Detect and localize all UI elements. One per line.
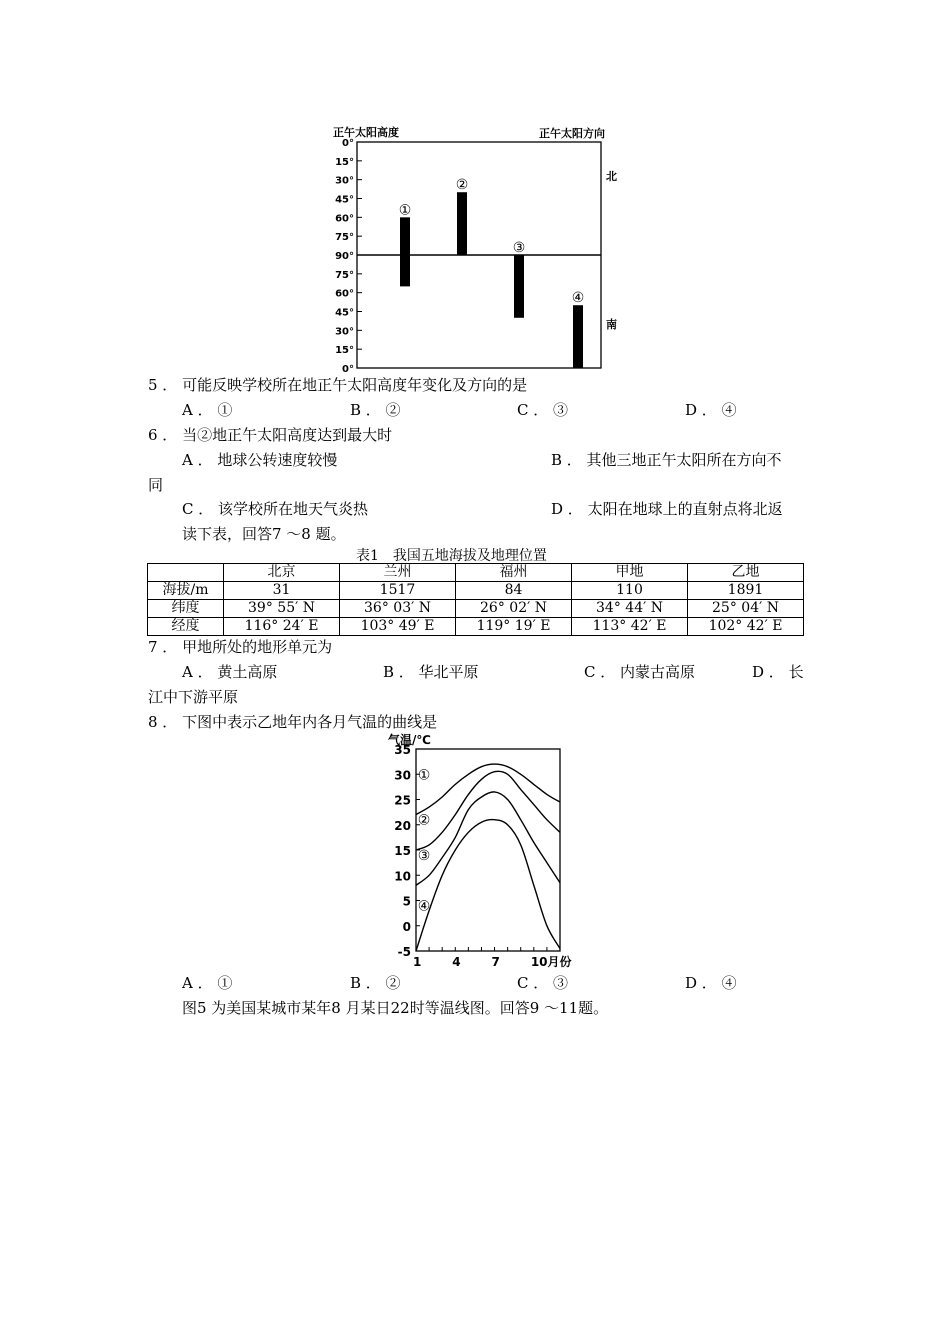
- temp-series-label: ③: [417, 848, 431, 865]
- temp-series-line: [416, 820, 560, 951]
- chart1-tick-label: 15°: [335, 345, 354, 357]
- chart1-tick-label: 45°: [335, 307, 354, 319]
- sun-altitude-chart: [320, 130, 620, 375]
- question-8-stem: 8 ． 下图中表示乙地年内各月气温的曲线是: [148, 713, 438, 731]
- chart1-bar-label: ④: [571, 290, 585, 307]
- table-cell: 119° 19′ E: [456, 618, 572, 636]
- question-6-stem: 6 ． 当②地正午太阳高度达到最大时: [148, 426, 393, 444]
- q5-option-c[interactable]: C ． ③: [517, 401, 569, 419]
- q7-option-d-continued: 江中下游平原: [148, 688, 239, 706]
- geo-table: [147, 563, 804, 636]
- table-cell: 海拔/m: [148, 582, 224, 600]
- chart1-tick-label: 0°: [342, 138, 354, 149]
- chart1-bar-label: ②: [455, 177, 469, 194]
- q6-option-c[interactable]: C ． 该学校所在地天气炎热: [182, 500, 369, 518]
- table-header-cell: 兰州: [340, 564, 456, 582]
- temp-series-label: ①: [417, 767, 431, 784]
- table-cell: 1517: [340, 582, 456, 600]
- table-row: [148, 618, 804, 636]
- temp-y-tick-label: 5: [402, 894, 411, 909]
- temp-x-tick-label: 7: [491, 955, 500, 969]
- table-cell: 116° 24′ E: [224, 618, 340, 636]
- q7-option-c[interactable]: C ． 内蒙古高原: [584, 663, 696, 681]
- chart1-tick-label: 60°: [335, 288, 354, 300]
- q6-option-a[interactable]: A ． 地球公转速度较慢: [182, 451, 338, 469]
- q6-option-b[interactable]: B ． 其他三地正午太阳所在方向不: [551, 451, 782, 469]
- chart1-north-label: 北: [606, 169, 617, 183]
- q7-option-b[interactable]: B ． 华北平原: [383, 663, 479, 681]
- table-cell: 103° 49′ E: [340, 618, 456, 636]
- intro-7-8: 读下表，回答7 ～8 题。: [182, 525, 346, 543]
- table-cell: 110: [572, 582, 688, 600]
- question-7-stem: 7 ． 甲地所处的地形单元为: [148, 638, 333, 656]
- temp-y-tick-label: 10: [394, 869, 411, 884]
- table-header-cell: [148, 564, 224, 582]
- chart1-tick-label: 90°: [335, 251, 354, 262]
- table-cell: 31: [224, 582, 340, 600]
- table-cell: 1891: [688, 582, 804, 600]
- temp-y-tick-label: -5: [397, 945, 411, 959]
- chart1-title-left: 正午太阳高度: [333, 126, 399, 139]
- table-cell: 36° 03′ N: [340, 600, 456, 618]
- temp-y-tick-label: 25: [394, 793, 411, 808]
- chart1-title-right: 正午太阳方向: [539, 127, 605, 140]
- chart1-bar: [400, 217, 410, 286]
- temp-chart-ylabel: 气温/℃: [388, 733, 431, 747]
- table-header-row: [148, 564, 804, 582]
- table-cell: 34° 44′ N: [572, 600, 688, 618]
- table-cell: 39° 55′ N: [224, 600, 340, 618]
- temp-y-tick-label: 0: [402, 919, 411, 934]
- temp-x-tick-label: 4: [452, 955, 461, 969]
- temp-series-label: ④: [417, 898, 431, 915]
- table-header-cell: 甲地: [572, 564, 688, 582]
- temp-series-line: [416, 764, 560, 815]
- q8-option-d[interactable]: D ． ④: [685, 974, 737, 992]
- table-cell: 102° 42′ E: [688, 618, 804, 636]
- q8-option-c[interactable]: C ． ③: [517, 974, 569, 992]
- table-cell: 纬度: [148, 600, 224, 618]
- temp-series-line: [416, 771, 560, 850]
- q6-option-d[interactable]: D ． 太阳在地球上的直射点将北返: [551, 500, 783, 518]
- chart1-tick-label: 0°: [342, 364, 354, 375]
- question-5-stem: 5 ． 可能反映学校所在地正午太阳高度年变化及方向的是: [148, 376, 528, 394]
- temp-x-tick-label: 10月份: [530, 955, 572, 969]
- intro-9-11: 图5 为美国某城市某年8 月某日22时等温线图。回答9 ～11题。: [182, 999, 609, 1017]
- table-row: [148, 600, 804, 618]
- q6-option-b-continued: 同: [148, 476, 164, 494]
- q5-option-a[interactable]: A ． ①: [182, 401, 233, 419]
- chart1-south-label: 南: [606, 318, 617, 332]
- table-cell: 25° 04′ N: [688, 600, 804, 618]
- chart1-tick-label: 75°: [335, 269, 354, 281]
- table-caption: 表1 我国五地海拔及地理位置: [356, 548, 547, 564]
- chart1-bar-label: ①: [398, 202, 412, 219]
- chart1-tick-label: 30°: [335, 326, 354, 338]
- table-header-cell: 北京: [224, 564, 340, 582]
- q8-option-a[interactable]: A ． ①: [182, 974, 233, 992]
- table-row: [148, 582, 804, 600]
- chart1-tick-label: 75°: [335, 232, 354, 244]
- table-cell: 113° 42′ E: [572, 618, 688, 636]
- temp-x-tick-label: 1: [413, 955, 422, 969]
- chart1-tick-label: 60°: [335, 213, 354, 225]
- temp-y-tick-label: 35: [394, 745, 411, 757]
- table-cell: 84: [456, 582, 572, 600]
- temp-series-line: [416, 792, 560, 885]
- q7-option-d[interactable]: D ． 长: [752, 663, 804, 681]
- chart1-bar: [457, 192, 467, 255]
- q7-option-a[interactable]: A ． 黄土高原: [182, 663, 278, 681]
- table-cell: 26° 02′ N: [456, 600, 572, 618]
- chart1-bar: [514, 255, 524, 318]
- chart1-tick-label: 15°: [335, 156, 354, 168]
- table-cell: 经度: [148, 618, 224, 636]
- chart1-bar: [573, 305, 583, 368]
- q5-option-b[interactable]: B ． ②: [350, 401, 401, 419]
- table-header-cell: 福州: [456, 564, 572, 582]
- chart1-tick-label: 45°: [335, 194, 354, 206]
- chart1-tick-label: 30°: [335, 175, 354, 187]
- q5-option-d[interactable]: D ． ④: [685, 401, 737, 419]
- table-header-cell: 乙地: [688, 564, 804, 582]
- temp-y-tick-label: 30: [394, 768, 411, 783]
- temp-y-tick-label: 15: [394, 844, 411, 858]
- temp-y-tick-label: 20: [394, 818, 411, 833]
- temp-series-label: ②: [417, 812, 431, 829]
- chart1-bar-label: ③: [512, 240, 526, 256]
- temperature-chart: [380, 745, 580, 973]
- q8-option-b[interactable]: B ． ②: [350, 974, 401, 992]
